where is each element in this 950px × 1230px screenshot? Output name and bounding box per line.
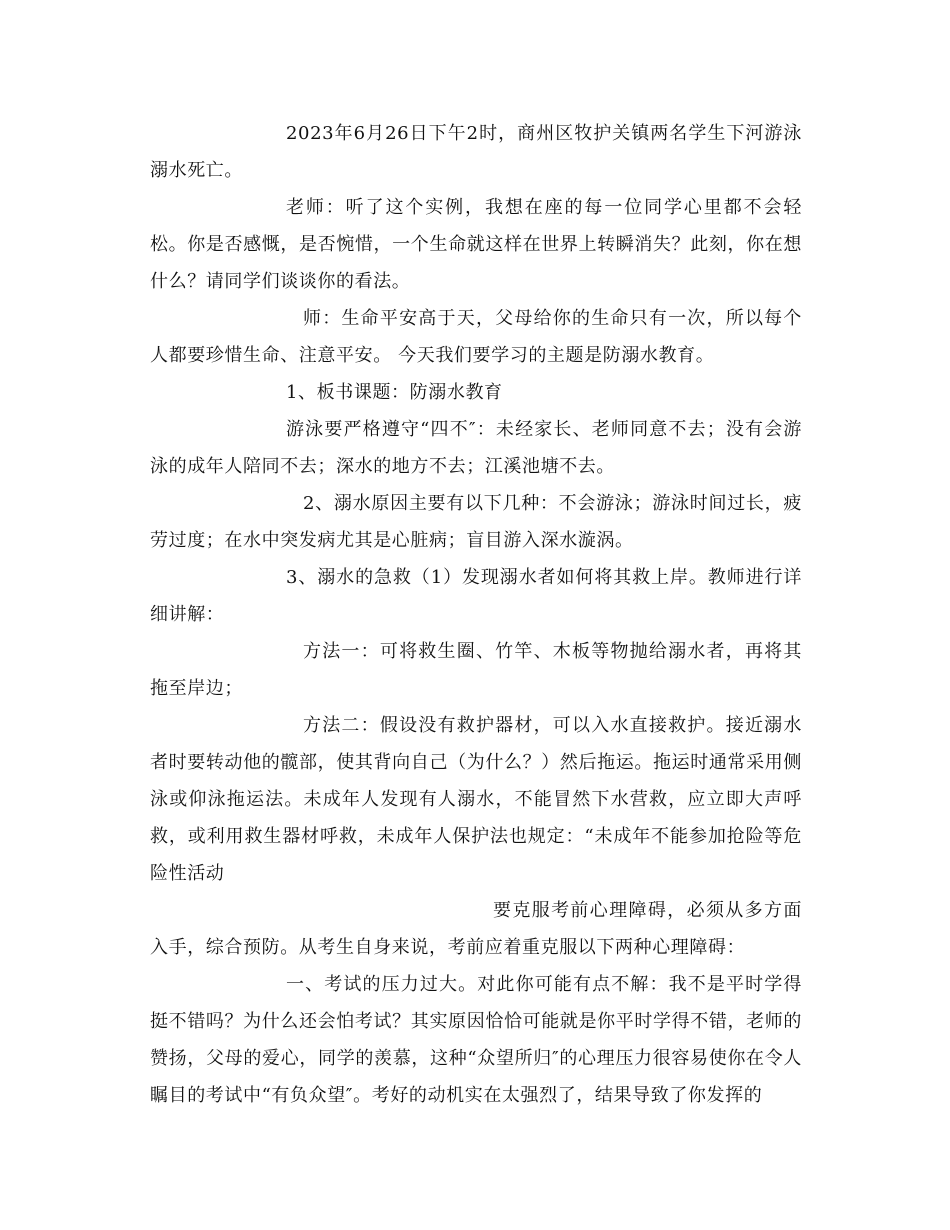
paragraph-exam-psychology: 要克服考前心理障碍，必须从多方面入手，综合预防。从考生自身来说，考前应着重克服以下两种心理障碍： — [150, 900, 802, 958]
paragraph-drowning-causes: 2、溺水原因主要有以下几种：不会游泳；游泳时间过长，疲劳过度；在水中突发病尤其是心脏病；盲目游入深水漩涡。 — [150, 493, 802, 551]
paragraph-four-rules: 游泳要严格遵守“四不″：未经家长、老师同意不去；没有会游泳的成年人陪同不去；深水的地方不去；江溪池塘不去。 — [150, 419, 802, 477]
paragraph-method-one: 方法一：可将救生圈、竹竿、木板等物抛给溺水者，再将其拖至岸边； — [150, 641, 802, 699]
paragraph-incident-report: 2023年6月26日下午2时，商州区牧护关镇两名学生下河游泳溺水死亡。 — [150, 123, 802, 181]
paragraph-first-aid: 3、溺水的急救（1）发现溺水者如何将其救上岸。教师进行详细讲解： — [150, 567, 802, 625]
paragraph-method-two: 方法二：假设没有救护器材，可以入水直接救护。接近溺水者时要转动他的髋部，使其背向自己（为什么？）然后拖运。拖运时通常采用侧泳或仰泳拖运法。未成年人发现有人溺水，不能冒然下水营救，应立即大声呼救，或利用救生器材呼救，未成年人保护法也规定：“未成年不能参加抢险等危险性活动 — [150, 715, 802, 884]
paragraph-teacher-theme: 师：生命平安高于天，父母给你的生命只有一次，所以每个人都要珍惜生命、注意平安。 今天我们要学习的主题是防溺水教育。 — [150, 308, 802, 366]
paragraph-teacher-question: 老师：听了这个实例，我想在座的每一位同学心里都不会轻松。你是否感慨，是否惋惜，一个生命就这样在世界上转瞬消失？此刻，你在想什么？请同学们谈谈你的看法。 — [150, 197, 802, 292]
paragraph-board-topic: 1、板书课题：防溺水教育 — [286, 382, 503, 403]
paragraph-exam-pressure: 一、考试的压力过大。对此你可能有点不解：我不是平时学得挺不错吗？为什么还会怕考试？其实原因恰恰可能就是你平时学得不错，老师的赞扬，父母的爱心，同学的羡慕，这种“众望所归″的心理压力很容易使你在令人瞩目的考试中“有负众望″。考好的动机实在太强烈了，结果导致了你发挥的 — [150, 974, 802, 1106]
